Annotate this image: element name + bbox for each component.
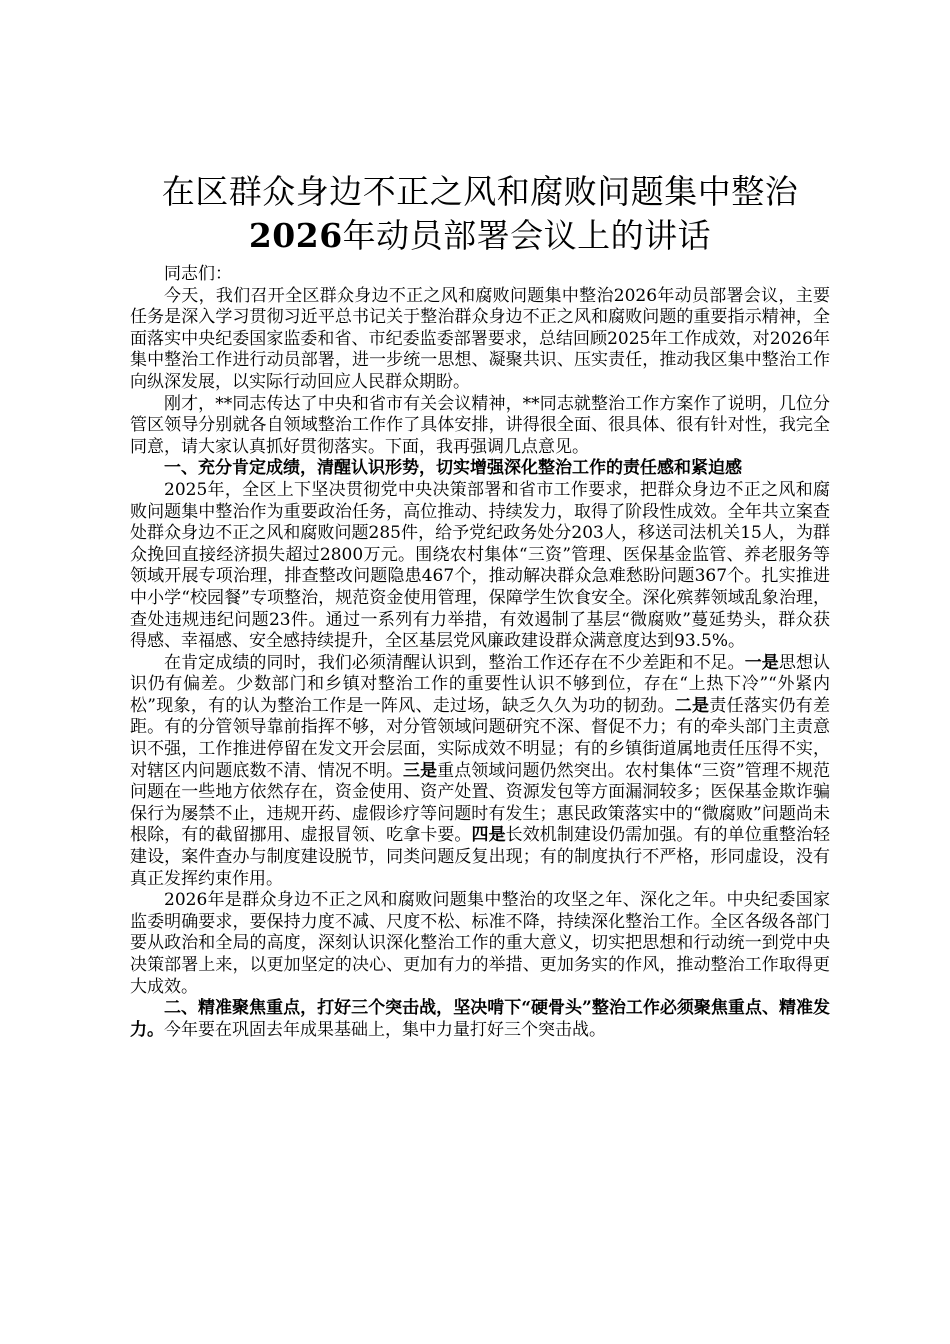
title-line-2: 年动员部署会议上的讲话 <box>342 216 712 255</box>
point-2-text: 责任落实仍有差距。有的分管领导靠前指挥不够，对分管领域问题研究不深、督促不力；有的牵头部门主责意识不强，工作推进停留在发文开会层面，实际成效不明显；有的乡镇街道属地责任压得不实，对辖区内问题底数不清、情况不明。 <box>130 695 831 781</box>
paragraph-achievements: 2025年，全区上下坚决贯彻党中央决策部署和省市工作要求，把群众身边不正之风和腐败问题集中整治作为重要政治任务，高位推动、持续发力，取得了阶段性成效。全年共立案查处群众身边不正之风和腐败问题285件，给予党纪政务处分203人，移送司法机关15人，为群众挽回直接经济损失超过2800万元。围绕农村集体“三资”管理、医保基金监管、养老服务等领域开展专项治理，排查整改问题隐患467个，推动解决群众急难愁盼问题367个。扎实推进中小学“校园餐”专项整治，规范资金使用管理，保障学生饮食安全。深化殡葬领域乱象治理，查处违规违纪问题23件。通过一系列有力举措，有效遏制了基层“微腐败”蔓延势头，群众获得感、幸福感、安全感持续提升，全区基层党风廉政建设群众满意度达到93.5%。 <box>130 479 830 652</box>
document-body <box>130 264 830 1041</box>
section-heading-1: 一、充分肯定成绩，清醒认识形势，切实增强深化整治工作的责任感和紧迫感 <box>164 458 742 479</box>
point-4-text: 长效机制建设仍需加强。有的单位重整治轻建设，案件查办与制度建设脱节，同类问题反复出现；有的制度执行不严格，形同虚设，没有真正发挥约束作用。 <box>130 825 831 889</box>
shortcomings-intro: 在肯定成绩的同时，我们必须清醒认识到，整治工作还存在不少差距和不足。 <box>164 652 745 673</box>
section-heading-2: 二、精准聚焦重点，打好三个突击战，坚决啃下“硬骨头”整治工作必须聚焦重点、精准发力。 <box>130 998 830 1040</box>
point-3-text: 重点领域问题仍然突出。农村集体“三资”管理不规范问题在一些地方依然存在，资金使用、资产处置、资源发包等方面漏洞较多；医保基金欺诈骗保行为屡禁不止，违规开药、虚假诊疗等问题时有发生；惠民政策落实中的“微腐败”问题尚未根除，有的截留挪用、虚报冒领、吃拿卡要。 <box>130 760 831 846</box>
paragraph-context: 刚才，**同志传达了中央和省市有关会议精神，**同志就整治工作方案作了说明，几位分管区领导分别就各自领域整治工作作了具体安排，讲得很全面、很具体、很有针对性，我完全同意，请大家认真抓好贯彻落实。下面，我再强调几点意见。 <box>130 393 830 457</box>
title-line-1: 在区群众身边不正之风和腐败问题集中整治 <box>161 172 799 211</box>
point-1-text: 思想认识仍有偏差。少数部门和乡镇对整治工作的重要性认识不够到位，存在“上热下冷”“外紧内松”现象，有的认为整治工作是一阵风、走过场，缺乏久久为功的韧劲。 <box>130 652 831 716</box>
paragraph-outlook: 2026年是群众身边不正之风和腐败问题集中整治的攻坚之年、深化之年。中央纪委国家监委明确要求，要保持力度不减、尺度不松、标准不降，持续深化整治工作。全区各级各部门要从政治和全局的高度，深刻认识深化整治工作的重大意义，切实把思想和行动统一到党中央决策部署上来，以更加坚定的决心、更加有力的举措、更加务实的作风，推动整治工作取得更大成效。 <box>130 890 830 997</box>
paragraph-opening: 今天，我们召开全区群众身边不正之风和腐败问题集中整治2026年动员部署会议，主要任务是深入学习贯彻习近平总书记关于整治群众身边不正之风和腐败问题的重要指示精神，全面落实中央纪委国家监委和省、市纪委监委部署要求，总结回顾2025年工作成效，对2026年集中整治工作进行动员部署，进一步统一思想、凝聚共识、压实责任，推动我区集中整治工作向纵深发展，以实际行动回应人民群众期盼。 <box>130 285 830 392</box>
salutation: 同志们： <box>164 264 232 284</box>
document-page <box>130 170 830 1041</box>
point-4-keyword: 四是 <box>471 825 506 846</box>
section-2-intro: 今年要在巩固去年成果基础上，集中力量打好三个突击战。 <box>164 1019 606 1040</box>
point-2-keyword: 二是 <box>674 695 710 716</box>
point-3-keyword: 三是 <box>403 760 438 781</box>
section-heading-2-paragraph <box>130 998 830 1041</box>
document-title <box>130 170 830 258</box>
title-year: 2026 <box>248 216 343 255</box>
point-1-keyword: 一是 <box>744 652 779 673</box>
paragraph-shortcomings <box>130 653 830 891</box>
